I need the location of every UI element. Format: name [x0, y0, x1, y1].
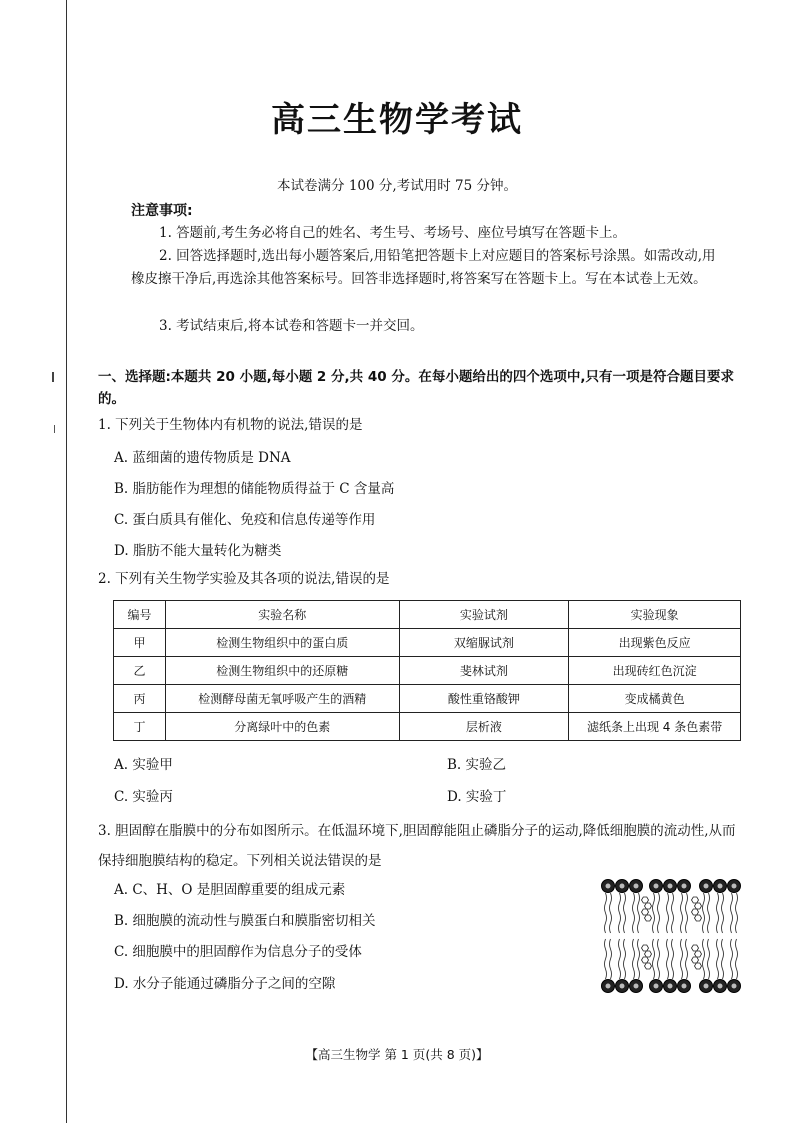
fatty-acid-tail	[731, 939, 733, 979]
fatty-acid-tail	[681, 939, 683, 979]
phospholipid-head-highlight	[732, 884, 737, 889]
notice-item-2: 2. 回答选择题时,选出每小题答案后,用铅笔把答题卡上对应题目的答案标号涂黑。如需改动,用橡皮擦干净后,再选涂其他答案标号。回答非选择题时,将答案写在答题卡上。写在本试卷上无效。	[131, 248, 716, 287]
fatty-acid-tail	[686, 893, 688, 933]
q3-option-b: B. 细胞膜的流动性与膜蛋白和膜脂密切相关	[114, 913, 376, 929]
table-cell: 出现紫色反应	[569, 629, 741, 657]
phospholipid-head-highlight	[704, 984, 709, 989]
cholesterol-ring	[692, 945, 699, 951]
q2-option-c: C. 实验丙	[114, 789, 173, 805]
fatty-acid-tail	[605, 939, 607, 979]
page-title: 高三生物学考试	[271, 100, 523, 140]
table-cell: 丙	[114, 685, 166, 713]
fatty-acid-tail	[653, 893, 655, 933]
fatty-acid-tail	[633, 893, 635, 933]
fatty-acid-tail	[672, 893, 674, 933]
phospholipid-head-highlight	[620, 984, 625, 989]
table-cell: 双缩脲试剂	[399, 629, 569, 657]
fatty-acid-tail	[708, 893, 710, 933]
fatty-acid-tail	[736, 939, 738, 979]
question-3-stem: 3. 胆固醇在脂膜中的分布如图所示。在低温环境下,胆固醇能阻止磷脂分子的运动,降低细胞膜的流动性,从而保持细胞膜结构的稳定。下列相关说法错误的是	[98, 823, 736, 869]
cholesterol-ring	[645, 915, 652, 921]
fatty-acid-tail	[708, 939, 710, 979]
q1-option-d: D. 脂肪不能大量转化为糖类	[114, 543, 282, 559]
fatty-acid-tail	[638, 939, 640, 979]
phospholipid-head-highlight	[606, 884, 611, 889]
q2-option-b: B. 实验乙	[447, 757, 507, 773]
phospholipid-head-highlight	[682, 984, 687, 989]
page-footer: 【高三生物学 第 1 页(共 8 页)】	[305, 1047, 489, 1062]
fatty-acid-tail	[672, 939, 674, 979]
membrane-diagram	[600, 878, 742, 998]
phospholipid-head-highlight	[668, 984, 673, 989]
phospholipid-head-highlight	[634, 984, 639, 989]
table-cell: 斐林试剂	[399, 657, 569, 685]
table-cell: 出现砖红色沉淀	[569, 657, 741, 685]
fatty-acid-tail	[653, 939, 655, 979]
table-row	[114, 657, 741, 685]
notice-item-3: 3. 考试结束后,将本试卷和答题卡一并交回。	[159, 318, 424, 334]
phospholipid-head-highlight	[682, 884, 687, 889]
section-heading: 一、选择题:本题共 20 小题,每小题 2 分,共 40 分。在每小题给出的四个选项中,只有一项是符合题目要求的。	[98, 369, 734, 407]
fatty-acid-tail	[731, 893, 733, 933]
binding-line	[66, 0, 67, 1123]
phospholipid-head-highlight	[654, 884, 659, 889]
cholesterol-ring	[695, 951, 702, 957]
q3-option-c: C. 细胞膜中的胆固醇作为信息分子的受体	[114, 944, 362, 960]
binding-mark	[54, 425, 55, 433]
fatty-acid-tail	[681, 893, 683, 933]
table-cell: 丁	[114, 713, 166, 741]
phospholipid-head-highlight	[718, 984, 723, 989]
exam-info: 本试卷满分 100 分,考试用时 75 分钟。	[277, 178, 517, 194]
table-cell: 甲	[114, 629, 166, 657]
experiment-table	[113, 600, 741, 741]
fatty-acid-tail	[736, 893, 738, 933]
phospholipid-head-highlight	[606, 984, 611, 989]
cholesterol-ring	[645, 963, 652, 969]
fatty-acid-tail	[722, 939, 724, 979]
phospholipid-head-highlight	[634, 884, 639, 889]
table-cell: 检测生物组织中的蛋白质	[165, 629, 399, 657]
fatty-acid-tail	[619, 893, 621, 933]
cholesterol-ring	[642, 945, 649, 951]
q2-option-a: A. 实验甲	[114, 757, 173, 773]
cholesterol-ring	[692, 957, 699, 963]
cholesterol-ring	[695, 915, 702, 921]
q1-option-c: C. 蛋白质具有催化、免疫和信息传递等作用	[114, 512, 376, 528]
fatty-acid-tail	[610, 939, 612, 979]
table-row	[114, 713, 741, 741]
fatty-acid-tail	[703, 893, 705, 933]
fatty-acid-tail	[667, 893, 669, 933]
q3-option-d: D. 水分子能通过磷脂分子之间的空隙	[114, 976, 336, 992]
table-cell: 分离绿叶中的色素	[165, 713, 399, 741]
table-header: 编号	[114, 601, 166, 629]
table-cell: 检测生物组织中的还原糖	[165, 657, 399, 685]
fatty-acid-tail	[722, 893, 724, 933]
fatty-acid-tail	[667, 939, 669, 979]
notice-heading: 注意事项:	[131, 203, 193, 219]
fatty-acid-tail	[633, 939, 635, 979]
q3-option-a: A. C、H、O 是胆固醇重要的组成元素	[114, 882, 346, 898]
fatty-acid-tail	[619, 939, 621, 979]
fatty-acid-tail	[638, 893, 640, 933]
table-cell: 层析液	[399, 713, 569, 741]
cholesterol-ring	[642, 897, 649, 903]
fatty-acid-tail	[686, 939, 688, 979]
phospholipid-head-highlight	[718, 884, 723, 889]
fatty-acid-tail	[658, 893, 660, 933]
cholesterol-ring	[692, 897, 699, 903]
q2-option-d: D. 实验丁	[447, 789, 507, 805]
q1-option-b: B. 脂肪能作为理想的储能物质得益于 C 含量高	[114, 481, 395, 497]
phospholipid-head-highlight	[704, 884, 709, 889]
cholesterol-ring	[695, 963, 702, 969]
fatty-acid-tail	[717, 939, 719, 979]
table-cell: 滤纸条上出现 4 条色素带	[569, 713, 741, 741]
phospholipid-head-highlight	[654, 984, 659, 989]
phospholipid-head-highlight	[620, 884, 625, 889]
table-cell: 变成橘黄色	[569, 685, 741, 713]
table-header: 实验试剂	[399, 601, 569, 629]
phospholipid-head-highlight	[668, 884, 673, 889]
table-header: 实验名称	[165, 601, 399, 629]
cholesterol-ring	[642, 909, 649, 915]
notice-item-1: 1. 答题前,考生务必将自己的姓名、考生号、考场号、座位号填写在答题卡上。	[159, 225, 626, 241]
binding-mark	[52, 372, 57, 382]
table-cell: 乙	[114, 657, 166, 685]
phospholipid-head-highlight	[732, 984, 737, 989]
fatty-acid-tail	[703, 939, 705, 979]
question-2-stem: 2. 下列有关生物学实验及其各项的说法,错误的是	[98, 571, 390, 587]
cholesterol-ring	[642, 957, 649, 963]
question-1-stem: 1. 下列关于生物体内有机物的说法,错误的是	[98, 417, 363, 433]
table-cell: 检测酵母菌无氧呼吸产生的酒精	[165, 685, 399, 713]
fatty-acid-tail	[605, 893, 607, 933]
q1-option-a: A. 蓝细菌的遗传物质是 DNA	[114, 450, 291, 466]
fatty-acid-tail	[624, 893, 626, 933]
table-row	[114, 629, 741, 657]
table-row	[114, 685, 741, 713]
table-header: 实验现象	[569, 601, 741, 629]
cholesterol-ring	[645, 951, 652, 957]
fatty-acid-tail	[658, 939, 660, 979]
cholesterol-ring	[645, 903, 652, 909]
fatty-acid-tail	[610, 893, 612, 933]
cholesterol-ring	[695, 903, 702, 909]
fatty-acid-tail	[624, 939, 626, 979]
cholesterol-ring	[692, 909, 699, 915]
fatty-acid-tail	[717, 893, 719, 933]
table-header-row	[114, 601, 741, 629]
table-cell: 酸性重铬酸钾	[399, 685, 569, 713]
